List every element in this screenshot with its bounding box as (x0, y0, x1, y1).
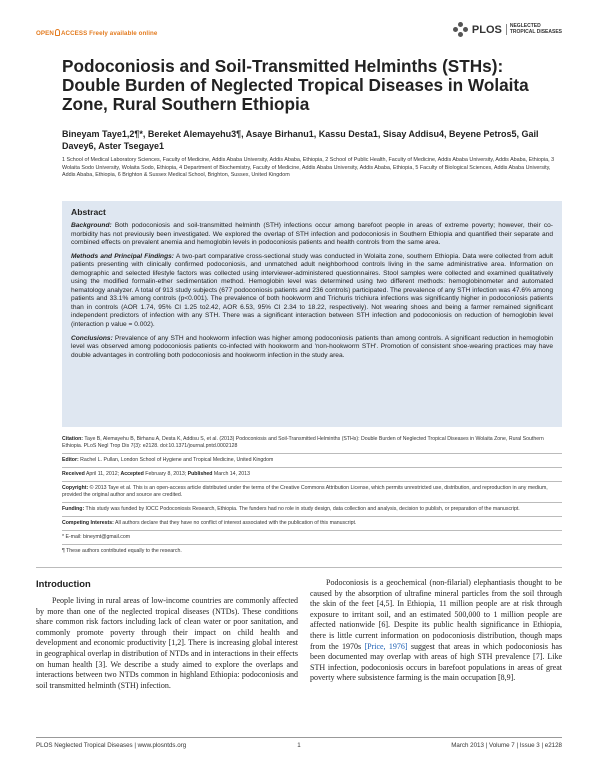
email: * E-mail: bineymt@gmail.com (62, 530, 562, 544)
dates: Received April 11, 2012; Accepted February 8, 2013; Published March 14, 2013 (62, 467, 562, 481)
funding: Funding: This study was funded by IOCC Podoconiosis Research, Ethiopia. The funders had no role in study design, data collection and analysis, decision to publish, or preparation of the manuscript. (62, 502, 562, 516)
page-footer (36, 737, 562, 751)
footer-issue: March 2013 | Volume 7 | Issue 3 | e2128 (451, 742, 562, 749)
section-divider (36, 567, 562, 568)
plos-logo (453, 22, 562, 37)
reference-link[interactable]: [Price, 1976] (364, 641, 408, 651)
journal-header (36, 20, 562, 40)
journal-name: NEGLECTED TROPICAL DISEASES (506, 24, 562, 35)
competing-interests: Competing Interests: All authors declare that they have no conflict of interest associated with the publication of this manuscript. (62, 516, 562, 530)
open-access-text: ACCESS Freely available online (60, 30, 158, 37)
abstract-heading: Abstract (71, 207, 106, 217)
footer-journal: PLOS Neglected Tropical Diseases | www.plosntds.org (36, 742, 187, 749)
right-column (310, 578, 562, 684)
editor: Editor: Rachel L. Pullan, London School of Hygiene and Tropical Medicine, United Kingdom (62, 453, 562, 467)
abstract-methods: Methods and Principal Findings: A two-part comparative cross-sectional study was conducted in Wolaita zone, southern Ethiopia. Data were collected from adult patients presenting with clinically confirmed podoconiosis, and unmatched adult neighborhood controls living in the same administrative area. Information on demographic and selected lifestyle factors was collected using interviewer-administered questionnaires. Stool samples were collected and examined qualitatively using the modified formalin-ether sedimentation method. Hemoglobin level was determined using two different methods: hemoglobinometer and automated hematology analyzer. A total of 913 study subjects (677 podoconiosis patients and 236 controls) participated. The prevalence of any STH infection was 47.6% among patients and 33.1% among controls (p<0.001). The prevalence of both hookworm and Trichuris trichiura infections was significantly higher in podoconiosis patients than in controls (AOR 1.74, 95% CI 1.25 to2.42, AOR 6.53, 95% CI 2.34 to 18.22, respectively). Not wearing shoes and being a farmer remained significant independent predictors of infection with any STH. There was a significant interaction between STH infection and podoconiosis on reduction of hemoglobin level (interaction p value = 0.002). (71, 252, 553, 329)
page-number: 1 (297, 742, 301, 749)
plos-dots-icon (453, 22, 468, 37)
equal-contribution: ¶ These authors contributed equally to the research. (62, 544, 562, 558)
citation: Citation: Taye B, Alemayehu B, Birhanu A, Desta K, Addisu S, et al. (2013) Podoconiosis and Soil-Transmitted Helminths (STHs): Double Burden of Neglected Tropical Diseases in Wolaita Zone, Rural Southern Ethiopia. PLoS Negl Trop Dis 7(3): e2128. doi:10.1371/journal.pntd.0002128 (62, 436, 544, 449)
abstract-background: Background: Both podoconiosis and soil-transmitted helminth (STH) infections occur among barefoot people in areas of extreme poverty; however, their co-morbidity has not previously been investigated. We explored the overlap of STH infection and podoconiosis in Southern Ethiopia and quantified their separate and combined effects on prevalent anemia and hemoglobin levels in podoconiosis patients and health controls from the same area. (71, 222, 553, 247)
publisher-name: PLOS (471, 23, 502, 36)
affiliations: 1 School of Medical Laboratory Sciences, Faculty of Medicine, Addis Ababa University, Addis Ababa, Ethiopia, 2 School of Public Health, Faculty of Medicine, Addis Ababa University, Addis Ababa, Ethiopia, 3 Wolaita Sodo University, Wolaita Sodo, Ethiopia, 4 Department of Biochemistry, Faculty of Medicine, Addis Ababa University, Addis Ababa, Ethiopia, 5 Faculty of Biological Sciences, Addis Ababa University, Addis Ababa, Ethiopia, 6 Brighton & Sussex Medical School, Brighton, Sussex, United Kingdom (62, 157, 555, 179)
abstract-box (62, 201, 562, 427)
open-access-banner (36, 29, 157, 37)
open-lock-icon (55, 29, 60, 36)
intro-paragraph-1: People living in rural areas of low-income countries are commonly affected by more than one of the neglected tropical diseases (NTDs). These conditions share common risk factors including lack of clean water or poor sanitation, and commonly promote poverty through their impact on child health and development and economic productivity [1,2]. There is increasing global interest in geographical overlap in distribution of NTDs and in interactions in their effects on human health [3]. We describe a study aimed to explore the overlaps and interactions between two NTDs common in highland Ethiopia: podoconiosis and soil transmitted helminth (STH) infection. (36, 596, 299, 690)
introduction-heading: Introduction (36, 578, 91, 589)
left-column (36, 578, 298, 691)
author-list: Bineyam Taye1,2¶*, Bereket Alemayehu3¶, Asaye Birhanu1, Kassu Desta1, Sisay Addisu4, Beyene Petros5, Gail Davey6, Aster Tsegaye1 (62, 129, 539, 151)
article-metadata (62, 436, 562, 558)
open-access-word: OPEN (36, 30, 54, 37)
abstract-conclusions: Conclusions: Prevalence of any STH and hookworm infection was higher among podoconiosis patients than among controls. A significant reduction in hemoglobin level was observed among podoconiosis patients co-infected with hookworm and 'non-hookworm STH'. Promotion of consistent shoe-wearing practices may have double advantages in controlling both podoconiosis and hookworm infection in the study area. (71, 334, 553, 359)
article-title: Podoconiosis and Soil-Transmitted Helminths (STHs): Double Burden of Neglected Tropical Diseases in Wolaita Zone, Rural Southern Ethiopia (62, 56, 529, 114)
copyright: Copyright: © 2013 Taye et al. This is an open-access article distributed under the terms of the Creative Commons Attribution License, which permits unrestricted use, distribution, and reproduction in any medium, provided the original author and source are credited. (62, 481, 562, 502)
intro-paragraph-2: Podoconiosis is a geochemical (non-filarial) elephantiasis thought to be caused by the absorption of ultrafine mineral particles from the soil through the skin of the feet [4,5]. In Ethiopia, 11 million people are at risk through exposure to irritant soil, and an estimated 500,000 to 1 million people are affected nationwide [6]. Despite its public health significance in Ethiopia, there is little current information on podoconiosis distribution, though maps from the 1970s [Price, 1976] suggest that areas in which podoconiosis has been documented may overlap with areas of high STH prevalence [7]. Like STH infection, podoconiosis occurs in barefoot populations in areas of great poverty where subsistence farming is the main occupation [8,9]. (310, 578, 563, 683)
